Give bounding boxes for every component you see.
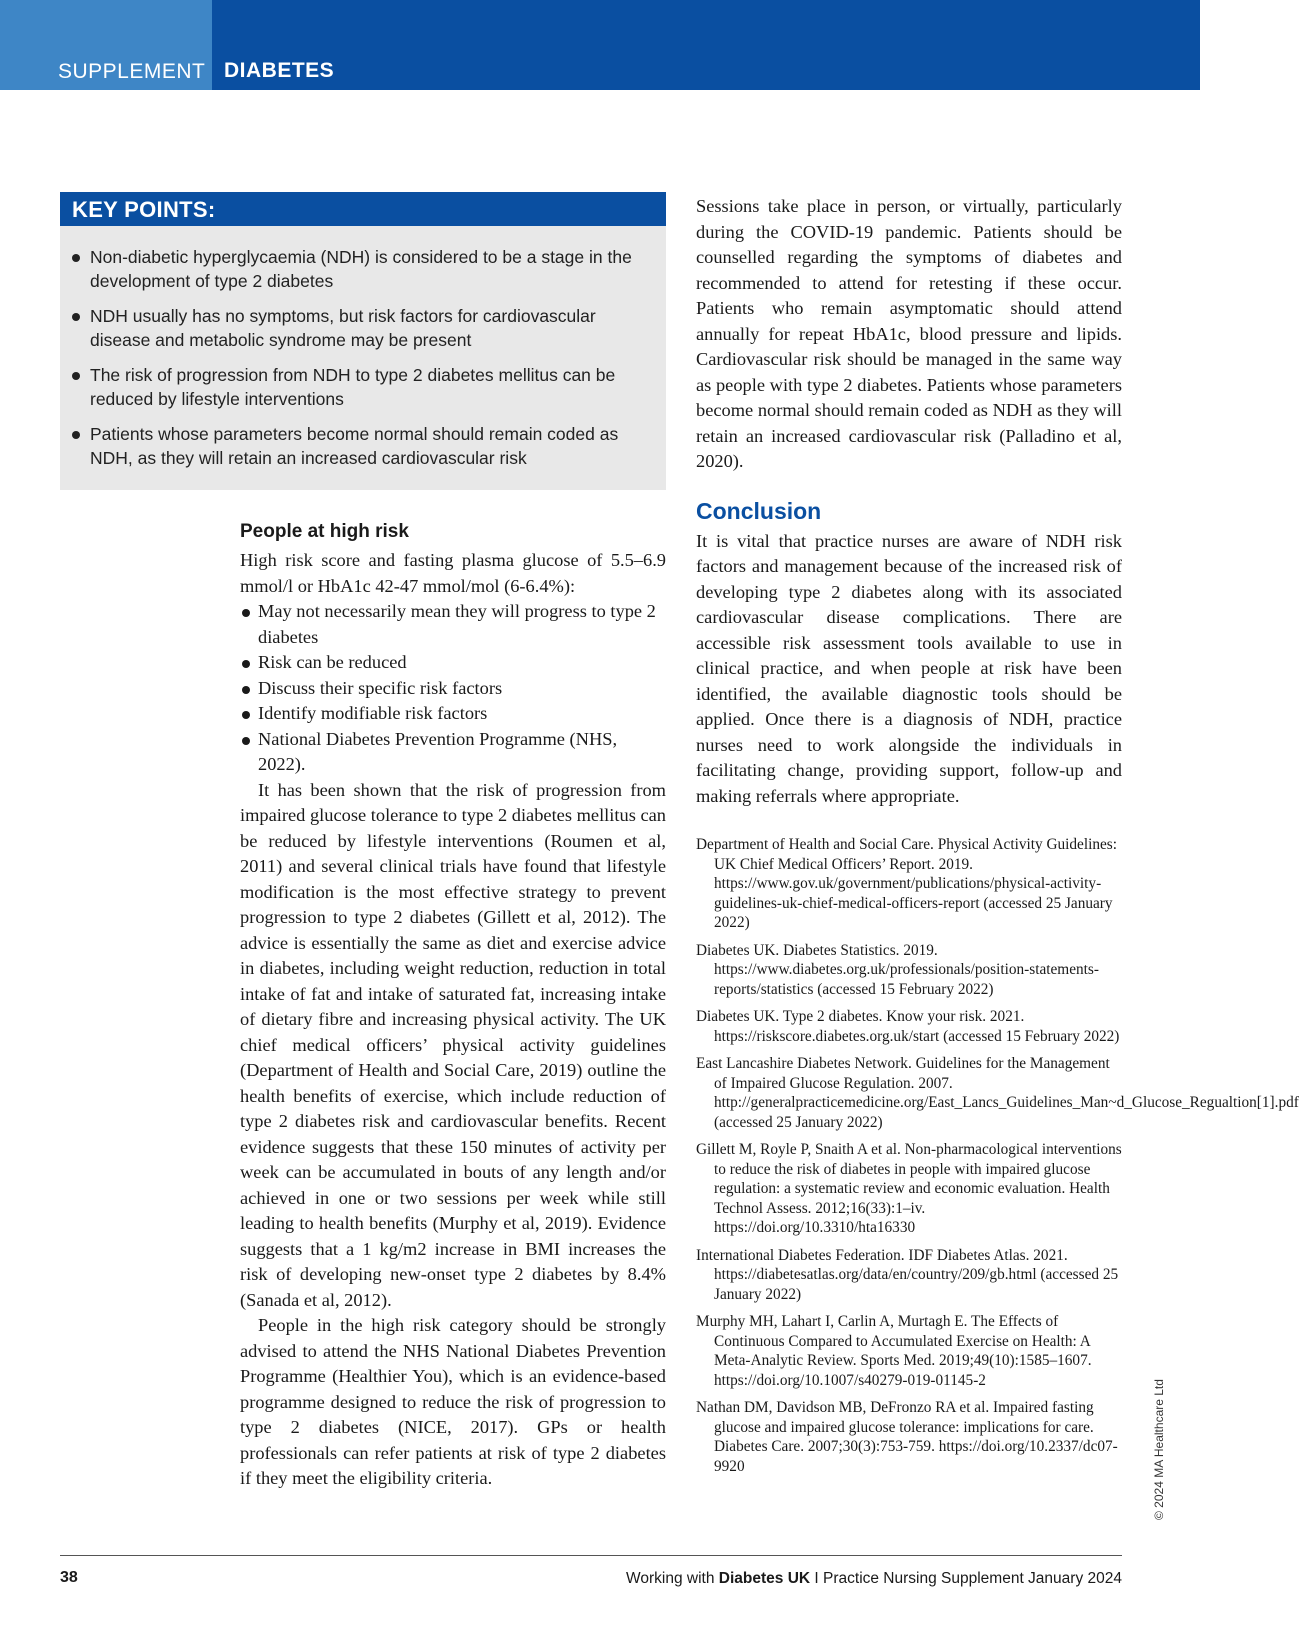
body-paragraph: Sessions take place in person, or virtually, particularly during the COVID-19 pandemic. Patients should be counselled regarding the symptoms of diabetes and recommended to attend for retesting if these occur. Patients who remain asymptomatic should attend annually for repeat HbA1c, blood pressure and lipids. Cardiovascular risk should be managed in the same way as people with type 2 diabetes. Patients whose parameters become normal should remain coded as NDH as they will retain an increased cardiovascular risk (Palladino et al, 2020). xyxy=(696,196,1122,471)
footer-brand: Diabetes UK xyxy=(718,1570,811,1587)
high-risk-bullet: National Diabetes Prevention Programme (NHS, 2022). xyxy=(240,727,666,778)
reference-item: Gillett M, Royle P, Snaith A et al. Non-pharmacological interventions to reduce the risk of diabetes in people with impaired glucose regulation: a systematic review and economic evaluation. Health Technol Assess. 2012;16(33):1–iv. https://doi.org/10.3310/hta16330 xyxy=(696,1141,1122,1236)
high-risk-bullets xyxy=(240,599,666,778)
reference-item: Nathan DM, Davidson MB, DeFronzo RA et al. Impaired fasting glucose and impaired glucose tolerance: implications for care. Diabetes Care. 2007;30(3):753-759. https://doi.org/10.2337/dc07-9920 xyxy=(696,1399,1118,1475)
footer-publication-line xyxy=(626,1570,1122,1588)
conclusion-paragraph: It is vital that practice nurses are aware of NDH risk factors and management because of the increased risk of developing type 2 diabetes along with its associated cardiovascular disease complications. There are accessible risk assessment tools available to use in clinical practice, and when people at risk have been identified, the available diagnostic tools should be applied. Once there is a diagnosis of NDH, practice nurses need to work alongside the individuals in facilitating change, providing support, follow-up and making referrals where appropriate. xyxy=(696,530,1122,806)
key-point-item: The risk of progression from NDH to type 2 diabetes mellitus can be reduced by lifestyle interventions xyxy=(68,364,656,411)
high-risk-intro: High risk score and fasting plasma glucose of 5.5–6.9 mmol/l or HbA1c 42-47 mmol/mol (6-6.4%): xyxy=(240,550,666,596)
reference-item: International Diabetes Federation. IDF Diabetes Atlas. 2021. https://diabetesatlas.org/data/en/country/209/gb.html (accessed 25 January 2022) xyxy=(696,1246,1119,1303)
footer-prefix: Working with xyxy=(626,1570,719,1587)
body-paragraph: It has been shown that the risk of progression from impaired glucose tolerance to type 2 diabetes mellitus can be reduced by lifestyle interventions (Roumen et al, 2011) and several clinical trials have found that lifestyle modification is the most effective strategy to prevent progression to type 2 diabetes (Gillett et al, 2012). The advice is essentially the same as diet and exercise advice in diabetes, including weight reduction, reduction in total intake of fat and intake of saturated fat, increasing intake of dietary fibre and increasing physical activity. The UK chief medical officers’ physical activity guidelines (Department of Health and Social Care, 2019) outline the health benefits of exercise, which include reduction of type 2 diabetes risk and cardiovascular benefits. Recent evidence suggests that these 150 minutes of activity per week can be accumulated in bouts of any length and/or achieved in one or two sessions per week while still leading to health benefits (Murphy et al, 2019). Evidence suggests that a 1 kg/m2 increase in BMI increases the risk of developing new-onset type 2 diabetes by 8.4% (Sanada et al, 2012). xyxy=(240,779,666,1310)
header-topic-label: DIABETES xyxy=(224,59,335,82)
section-heading-high-risk: People at high risk xyxy=(240,521,409,542)
page-number: 38 xyxy=(60,1569,78,1586)
header-band-right xyxy=(212,0,1200,90)
key-point-item: NDH usually has no symptoms, but risk factors for cardiovascular disease and metabolic syndrome may be present xyxy=(68,305,656,352)
key-point-item: Non-diabetic hyperglycaemia (NDH) is considered to be a stage in the development of type 2 diabetes xyxy=(68,246,656,293)
key-point-item: Patients whose parameters become normal should remain coded as NDH, as they will retain an increased cardiovascular risk xyxy=(68,423,656,470)
high-risk-bullet: Discuss their specific risk factors xyxy=(240,676,666,702)
reference-item: Diabetes UK. Type 2 diabetes. Know your risk. 2021. https://riskscore.diabetes.org.uk/start (accessed 15 February 2022) xyxy=(696,1008,1120,1045)
body-paragraph: People in the high risk category should be strongly advised to attend the NHS National Diabetes Prevention Programme (Healthier You), which is an evidence-based programme designed to reduce the risk of progression to type 2 diabetes (NICE, 2017). GPs or health professionals can refer patients at risk of type 2 diabetes if they meet the eligibility criteria. xyxy=(240,1315,666,1488)
high-risk-bullet: Identify modifiable risk factors xyxy=(240,701,666,727)
footer-rule xyxy=(60,1555,1122,1556)
reference-item: Murphy MH, Lahart I, Carlin A, Murtagh E. The Effects of Continuous Compared to Accumulated Exercise on Health: A Meta-Analytic Review. Sports Med. 2019;49(10):1585–1607. https://doi.org/10.1007/s40279-019-01145-2 xyxy=(696,1313,1092,1389)
copyright-notice: © 2024 MA Healthcare Ltd xyxy=(1152,1379,1166,1520)
header-section-label: SUPPLEMENT xyxy=(58,60,206,83)
high-risk-bullet: May not necessarily mean they will progress to type 2 diabetes xyxy=(240,599,666,650)
high-risk-bullet: Risk can be reduced xyxy=(240,650,666,676)
left-column xyxy=(240,520,666,1492)
conclusion-heading: Conclusion xyxy=(696,497,822,524)
footer-suffix: I Practice Nursing Supplement January 2024 xyxy=(810,1570,1122,1587)
key-points-title: KEY POINTS: xyxy=(60,192,666,226)
key-points-list xyxy=(68,246,656,482)
reference-item: Department of Health and Social Care. Physical Activity Guidelines: UK Chief Medical Officers’ Report. 2019. https://www.gov.uk/government/publications/physical-activity-guidelines-uk-chief-medical-officers-report (accessed 25 January 2022) xyxy=(696,836,1117,931)
reference-item: East Lancashire Diabetes Network. Guidelines for the Management of Impaired Glucose Regulation. 2007. http://generalpracticemedicine.org/East_Lancs_Guidelines_Man~d_Glucose_Regualtion[1].pdf (accessed 25 January 2022) xyxy=(696,1055,1299,1131)
reference-item: Diabetes UK. Diabetes Statistics. 2019. https://www.diabetes.org.uk/professionals/position-statements-reports/statistics (accessed 15 February 2022) xyxy=(696,941,1099,998)
